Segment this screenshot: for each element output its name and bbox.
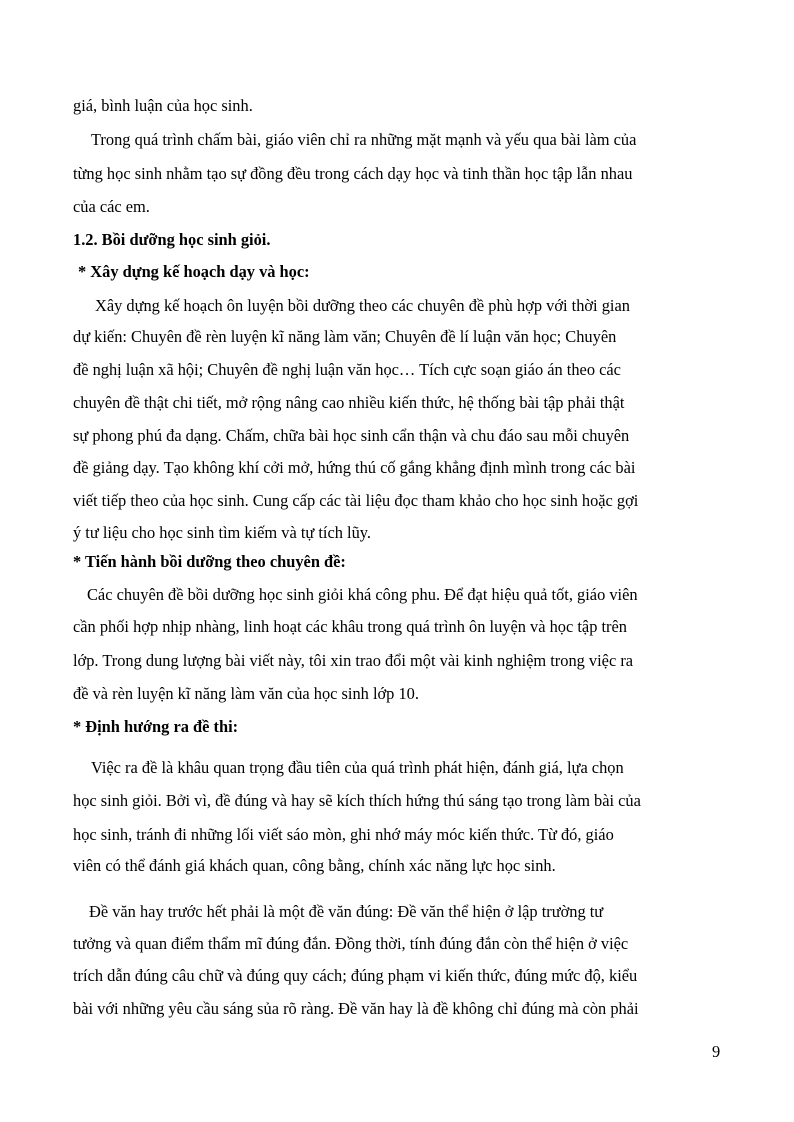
- body-text-line: giá, bình luận của học sinh.: [73, 96, 253, 115]
- body-text-line: Đề văn hay trước hết phải là một đề văn đúng: Đề văn thể hiện ở lập trường tư: [89, 902, 604, 921]
- page-number: 9: [712, 1042, 721, 1061]
- body-text-line: ý tư liệu cho học sinh tìm kiếm và tự tích lũy.: [73, 523, 372, 542]
- section-heading: 1.2. Bồi dưỡng học sinh giỏi.: [73, 230, 271, 249]
- body-text-line: viên có thể đánh giá khách quan, công bằng, chính xác năng lực học sinh.: [73, 856, 556, 875]
- body-text-line: đề nghị luận xã hội; Chuyên đề nghị luận văn học… Tích cực soạn giáo án theo các: [73, 360, 621, 379]
- body-text-line: tưởng và quan điểm thẩm mĩ đúng đắn. Đồng thời, tính đúng đắn còn thể hiện ở việc: [73, 934, 629, 953]
- body-text-line: đề giảng dạy. Tạo không khí cởi mở, hứng thú cố gắng khẳng định mình trong các bài: [73, 458, 636, 477]
- body-text-line: từng học sinh nhằm tạo sự đồng đều trong cách dạy học và tinh thần học tập lẫn nhau: [73, 164, 633, 183]
- body-text-line: học sinh giỏi. Bởi vì, đề đúng và hay sẽ kích thích hứng thú sáng tạo trong làm bài của: [73, 791, 641, 810]
- body-text-line: bài với những yêu cầu sáng sủa rõ ràng. Đề văn hay là đề không chỉ đúng mà còn phải: [73, 999, 639, 1018]
- body-text-line: đề và rèn luyện kĩ năng làm văn của học sinh lớp 10.: [73, 684, 419, 703]
- subsection-heading: * Định hướng ra đề thi:: [73, 717, 239, 736]
- body-text-line: Trong quá trình chấm bài, giáo viên chỉ ra những mặt mạnh và yếu qua bài làm của: [91, 130, 637, 149]
- body-text-line: sự phong phú đa dạng. Chấm, chữa bài học sinh cẩn thận và chu đáo sau mỗi chuyên: [73, 426, 630, 445]
- body-text-line: của các em.: [73, 197, 150, 216]
- subsection-heading: * Tiến hành bồi dưỡng theo chuyên đề:: [73, 552, 346, 571]
- body-text-line: Các chuyên đề bồi dưỡng học sinh giỏi khá công phu. Để đạt hiệu quả tốt, giáo viên: [87, 585, 638, 604]
- body-text-line: dự kiến: Chuyên đề rèn luyện kĩ năng làm văn; Chuyên đề lí luận văn học; Chuyên: [73, 327, 617, 346]
- subsection-heading: * Xây dựng kế hoạch dạy và học:: [78, 262, 310, 281]
- body-text-line: lớp. Trong dung lượng bài viết này, tôi xin trao đổi một vài kinh nghiệm trong việc ra: [73, 651, 634, 670]
- body-text-line: chuyên đề thật chi tiết, mở rộng nâng cao nhiều kiến thức, hệ thống bài tập phải thật: [73, 393, 625, 412]
- body-text-line: Xây dựng kế hoạch ôn luyện bồi dưỡng theo các chuyên đề phù hợp với thời gian: [95, 296, 630, 315]
- body-text-line: học sinh, tránh đi những lối viết sáo mòn, ghi nhớ máy móc kiến thức. Từ đó, giáo: [73, 825, 614, 844]
- body-text-line: cần phối hợp nhịp nhàng, linh hoạt các khâu trong quá trình ôn luyện và học tập trên: [73, 617, 627, 636]
- body-text-line: Việc ra đề là khâu quan trọng đầu tiên của quá trình phát hiện, đánh giá, lựa chọn: [91, 758, 624, 777]
- body-text-line: trích dẫn đúng câu chữ và đúng quy cách; đúng phạm vi kiến thức, đúng mức độ, kiểu: [73, 966, 638, 985]
- body-text-line: viết tiếp theo của học sinh. Cung cấp các tài liệu đọc tham khảo cho học sinh hoặc gợi: [73, 491, 639, 510]
